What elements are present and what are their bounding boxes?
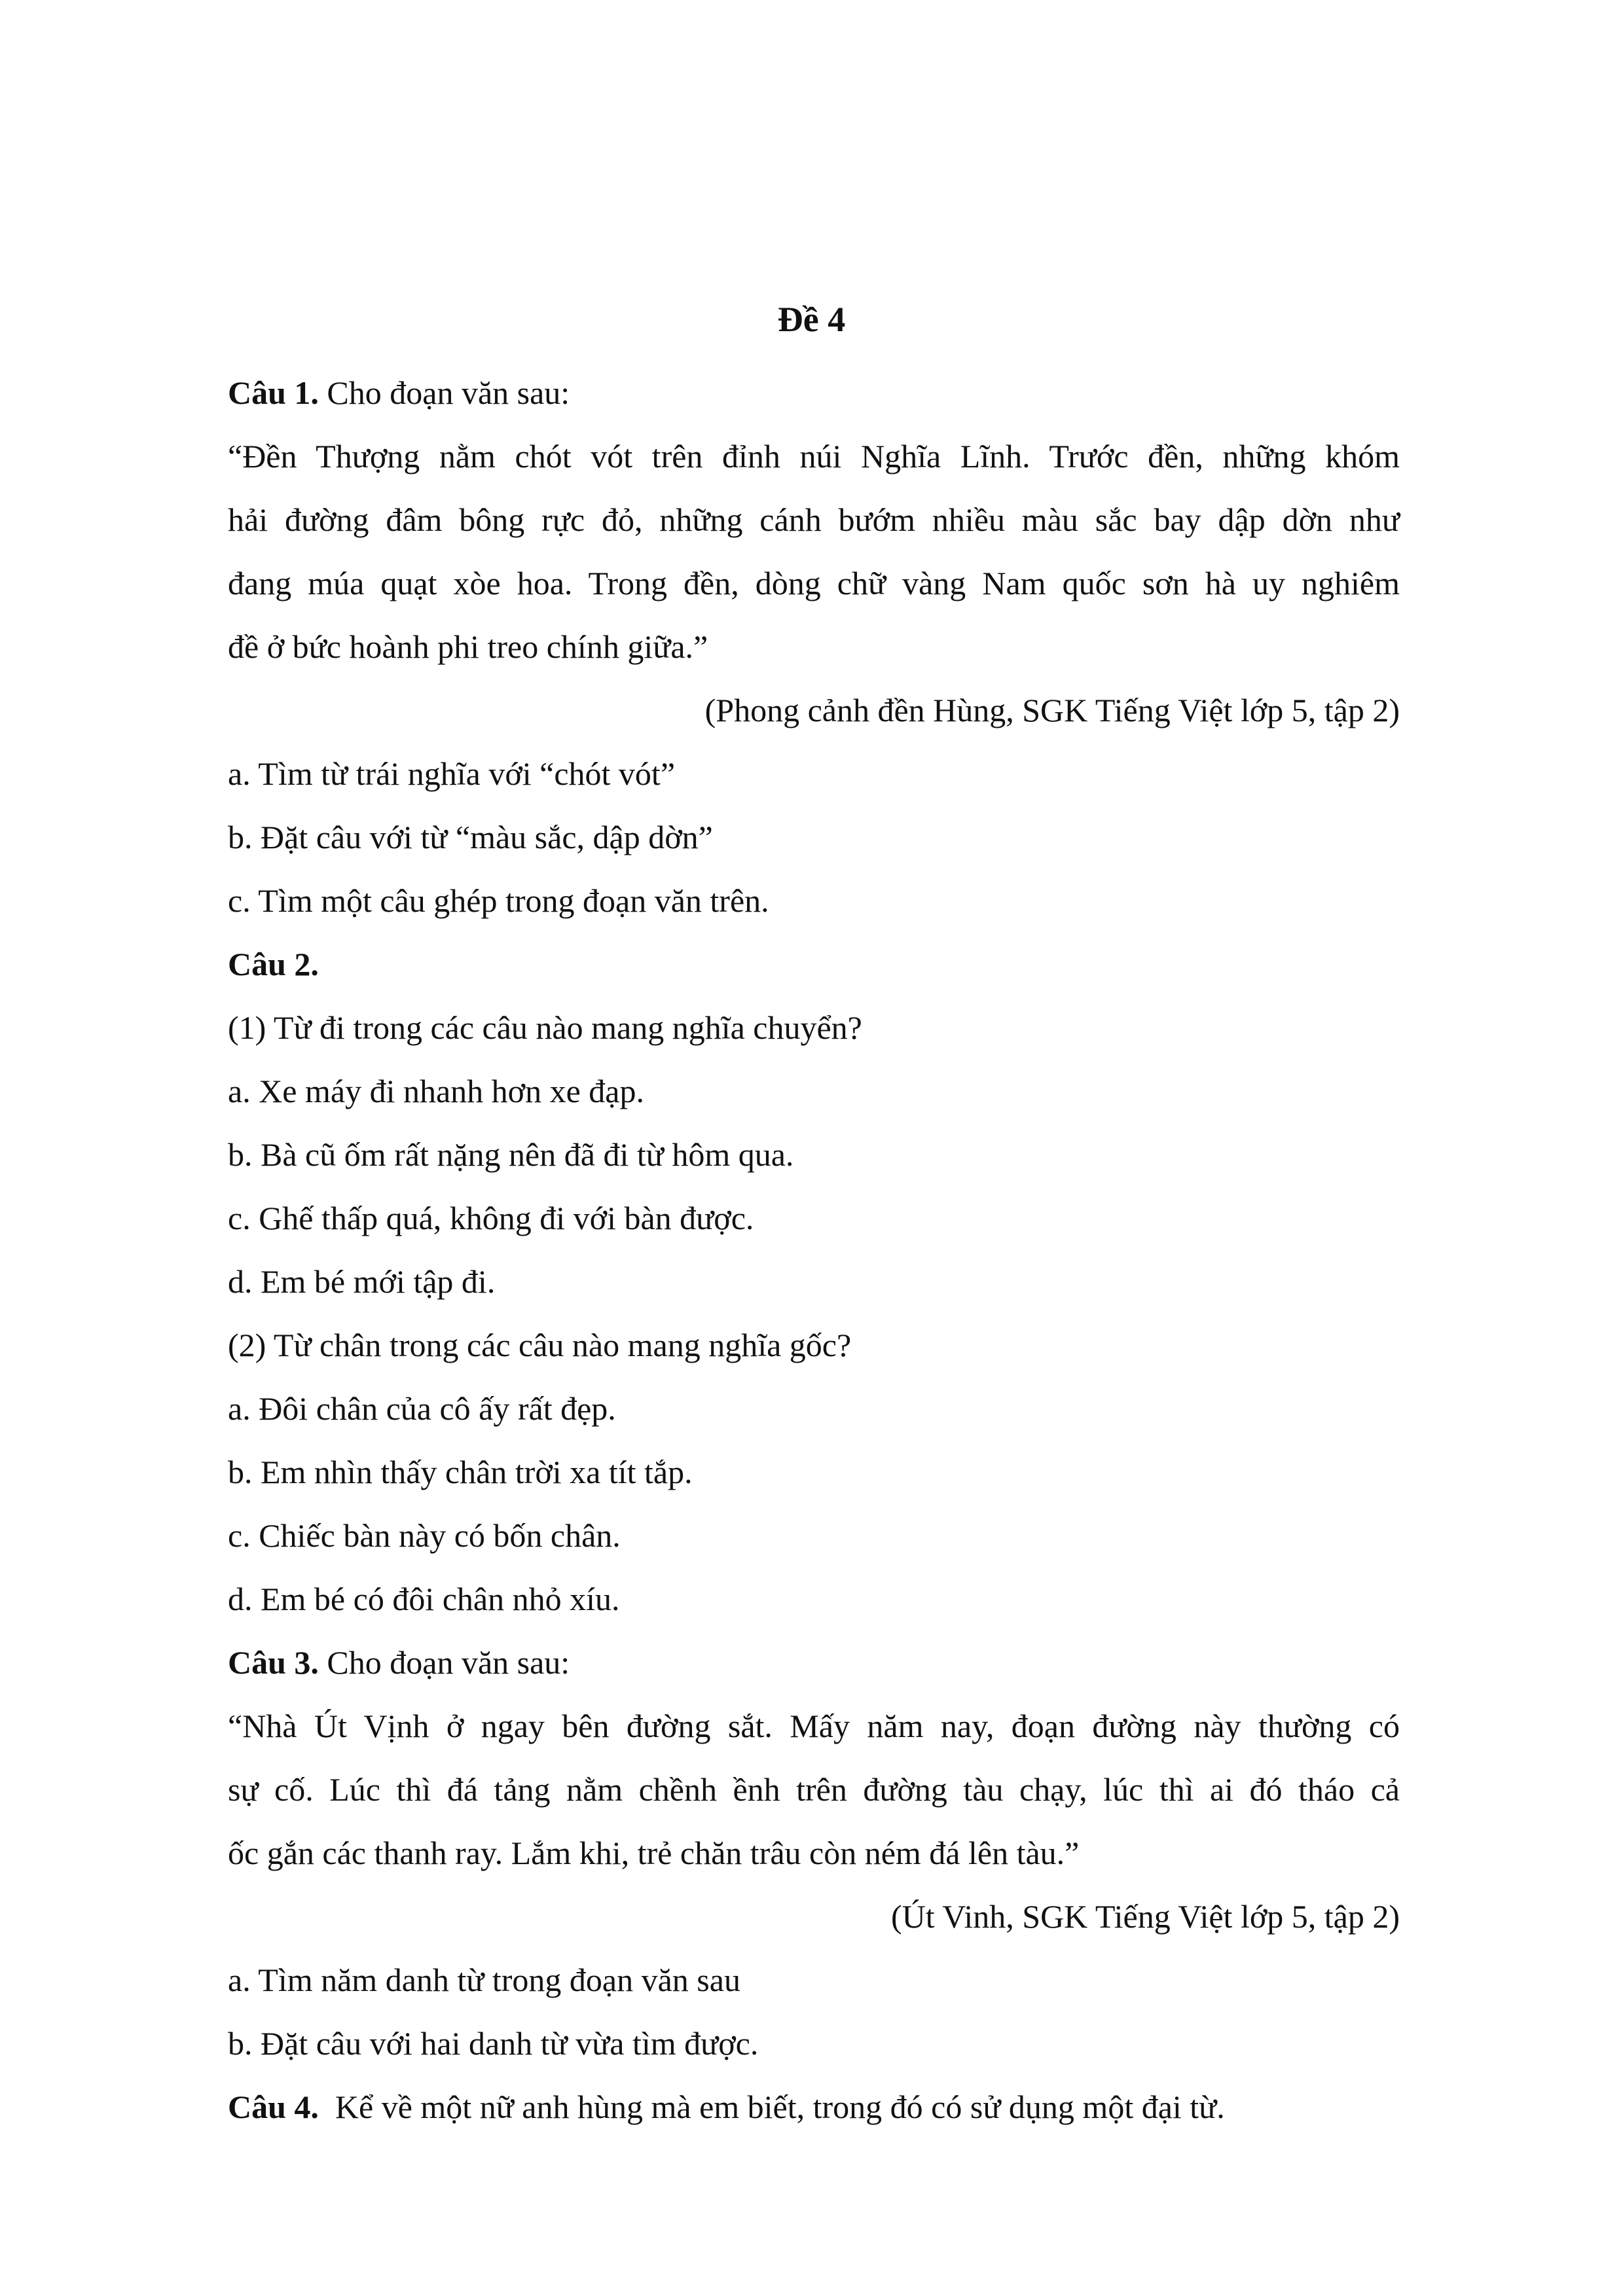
question-2-part-2-prompt: (2) Từ chân trong các câu nào mang nghĩa gốc? (228, 1327, 852, 1363)
question-2-part-1-option: b. Bà cũ ốm rất nặng nên đã đi từ hôm qua. (228, 1136, 794, 1173)
question-3-heading (228, 1631, 1400, 1695)
question-1-label: Câu 1. (228, 374, 319, 411)
question-4-text: Kể về một nữ anh hùng mà em biết, trong đó có sử dụng một đại từ. (318, 2089, 1225, 2125)
question-3-item: a. Tìm năm danh từ trong đoạn văn sau (228, 1962, 740, 1998)
question-1-item: b. Đặt câu với từ “màu sắc, dập dờn” (228, 819, 713, 855)
question-3-intro: Cho đoạn văn sau: (318, 1644, 570, 1681)
question-2-part-2-option: a. Đôi chân của cô ấy rất đẹp. (228, 1390, 616, 1427)
question-1-passage-line: hải đường đâm bông rực đỏ, những cánh bướm nhiều màu sắc bay dập dờn như (228, 501, 1400, 538)
question-1-source: (Phong cảnh đền Hùng, SGK Tiếng Việt lớp 5, tập 2) (704, 692, 1400, 728)
question-4-heading (228, 2075, 1400, 2139)
question-3-passage-line: ốc gắn các thanh ray. Lắm khi, trẻ chăn trâu còn ném đá lên tàu.” (228, 1835, 1080, 1871)
question-1-item: a. Tìm từ trái nghĩa với “chót vót” (228, 755, 676, 792)
question-2-part-2-option: c. Chiếc bàn này có bốn chân. (228, 1517, 621, 1554)
question-2-heading (228, 933, 1400, 996)
question-1-passage-line: “Đền Thượng nằm chót vót trên đỉnh núi Nghĩa Lĩnh. Trước đền, những khóm (228, 438, 1400, 475)
question-2-part-2-option: b. Em nhìn thấy chân trời xa tít tắp. (228, 1454, 693, 1490)
question-1-heading (228, 361, 1400, 425)
question-3-item: b. Đặt câu với hai danh từ vừa tìm được. (228, 2025, 759, 2062)
question-3-source: (Út Vinh, SGK Tiếng Việt lớp 5, tập 2) (891, 1898, 1400, 1935)
question-1-passage-line: đề ở bức hoành phi treo chính giữa.” (228, 628, 708, 665)
page-title: Đề 4 (777, 300, 846, 339)
question-2-label: Câu 2. (228, 946, 319, 982)
question-3-passage-line: “Nhà Út Vịnh ở ngay bên đường sắt. Mấy năm nay, đoạn đường này thường có (228, 1708, 1400, 1744)
question-3-passage-line: sự cố. Lúc thì đá tảng nằm chềnh ềnh trên đường tàu chạy, lúc thì ai đó tháo cả (228, 1771, 1400, 1808)
exam-content (228, 361, 1400, 2139)
question-1-intro: Cho đoạn văn sau: (318, 374, 570, 411)
question-2-part-2-option: d. Em bé có đôi chân nhỏ xíu. (228, 1581, 620, 1617)
question-1-item: c. Tìm một câu ghép trong đoạn văn trên. (228, 882, 769, 919)
question-3-label: Câu 3. (228, 1644, 319, 1681)
question-4-label: Câu 4. (228, 2089, 319, 2125)
question-1-passage-line: đang múa quạt xòe hoa. Trong đền, dòng chữ vàng Nam quốc sơn hà uy nghiêm (228, 565, 1400, 601)
question-2-part-1-option: c. Ghế thấp quá, không đi với bàn được. (228, 1200, 754, 1236)
question-2-part-1-option: a. Xe máy đi nhanh hơn xe đạp. (228, 1073, 644, 1109)
question-2-part-1-option: d. Em bé mới tập đi. (228, 1263, 496, 1300)
question-2-part-1-prompt: (1) Từ đi trong các câu nào mang nghĩa chuyển? (228, 1009, 862, 1046)
